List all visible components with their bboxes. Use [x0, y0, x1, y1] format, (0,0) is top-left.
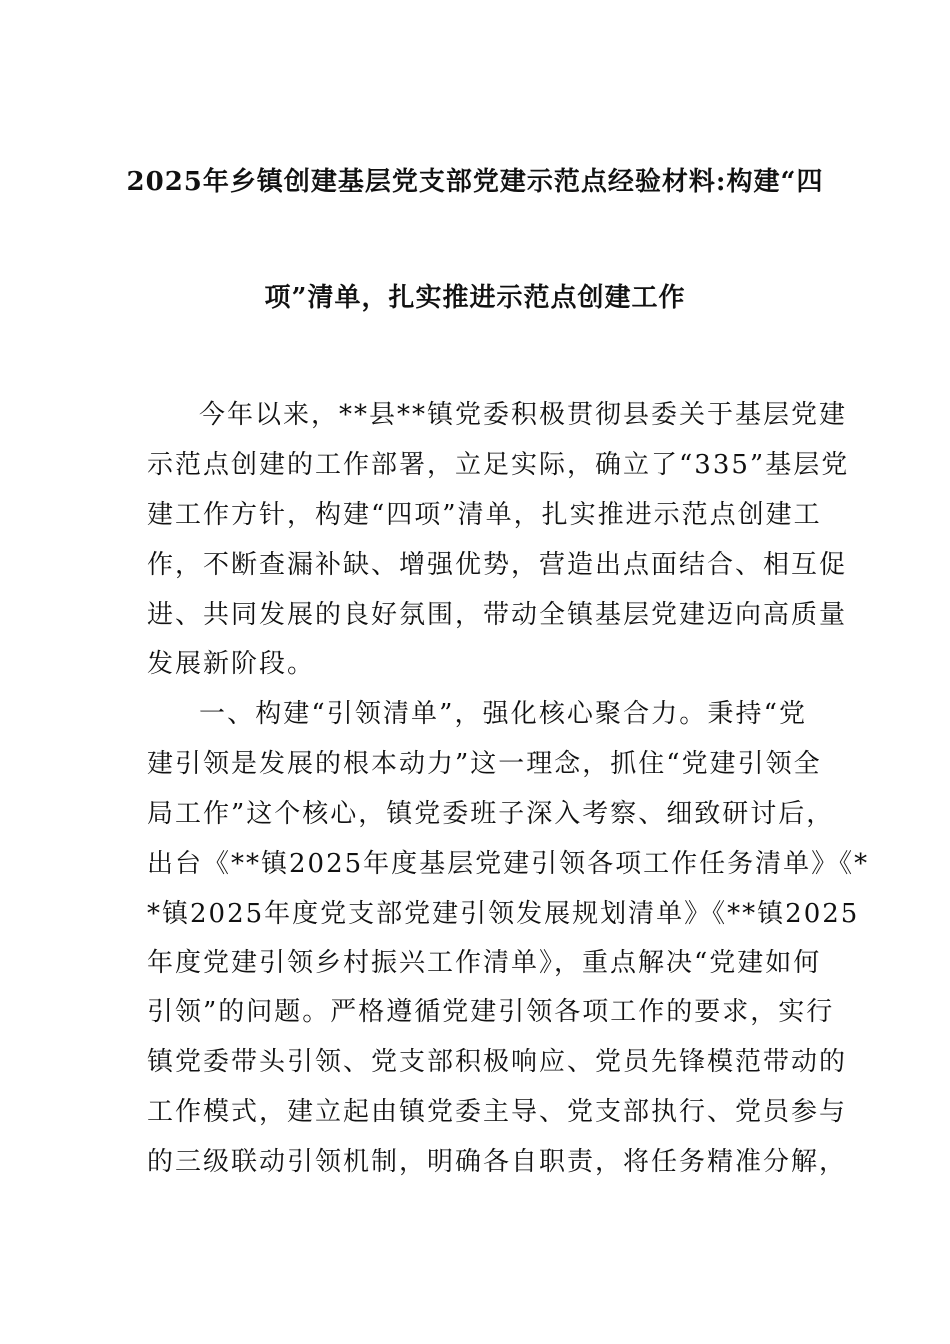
paragraph-line: 局工作”这个核心，镇党委班子深入考察、细致研讨后，: [147, 799, 835, 829]
paragraph-line: 进、共同发展的良好氛围，带动全镇基层党建迈向高质量: [147, 600, 848, 630]
paragraph-line: 示范点创建的工作部署，立足实际，确立了“335”基层党: [147, 450, 850, 480]
paragraph-line: 一、构建“引领清单”，强化核心聚合力。秉持“党: [199, 699, 807, 729]
paragraph-line: 年度党建引领乡村振兴工作清单》，重点解决“党建如何: [147, 948, 822, 978]
paragraph-line: 出台《**镇2025年度基层党建引领各项工作任务清单》《*: [147, 849, 870, 879]
paragraph-line: 引领”的问题。严格遵循党建引领各项工作的要求，实行: [147, 997, 835, 1027]
paragraph-line: 发展新阶段。: [147, 649, 316, 679]
paragraph-line: *镇2025年度党支部党建引领发展规划清单》《**镇2025: [147, 899, 860, 929]
paragraph-line: 的三级联动引领机制，明确各自职责，将任务精准分解，: [147, 1147, 848, 1177]
paragraph-line: 作，不断查漏补缺、增强优势，营造出点面结合、相互促: [147, 550, 848, 580]
paragraph-line: 建引领是发展的根本动力”这一理念，抓住“党建引领全: [147, 749, 822, 779]
paragraph-line: 镇党委带头引领、党支部积极响应、党员先锋模范带动的: [147, 1047, 848, 1077]
document-title-line-1: 2025年乡镇创建基层党支部党建示范点经验材料:构建“四: [126, 167, 824, 197]
paragraph-line: 建工作方针，构建“四项”清单，扎实推进示范点创建工: [147, 500, 822, 530]
paragraph-line: 今年以来，**县**镇党委积极贯彻县委关于基层党建: [199, 400, 848, 430]
document-title-line-2: 项”清单，扎实推进示范点创建工作: [264, 283, 686, 313]
paragraph-line: 工作模式，建立起由镇党委主导、党支部执行、党员参与: [147, 1097, 848, 1127]
